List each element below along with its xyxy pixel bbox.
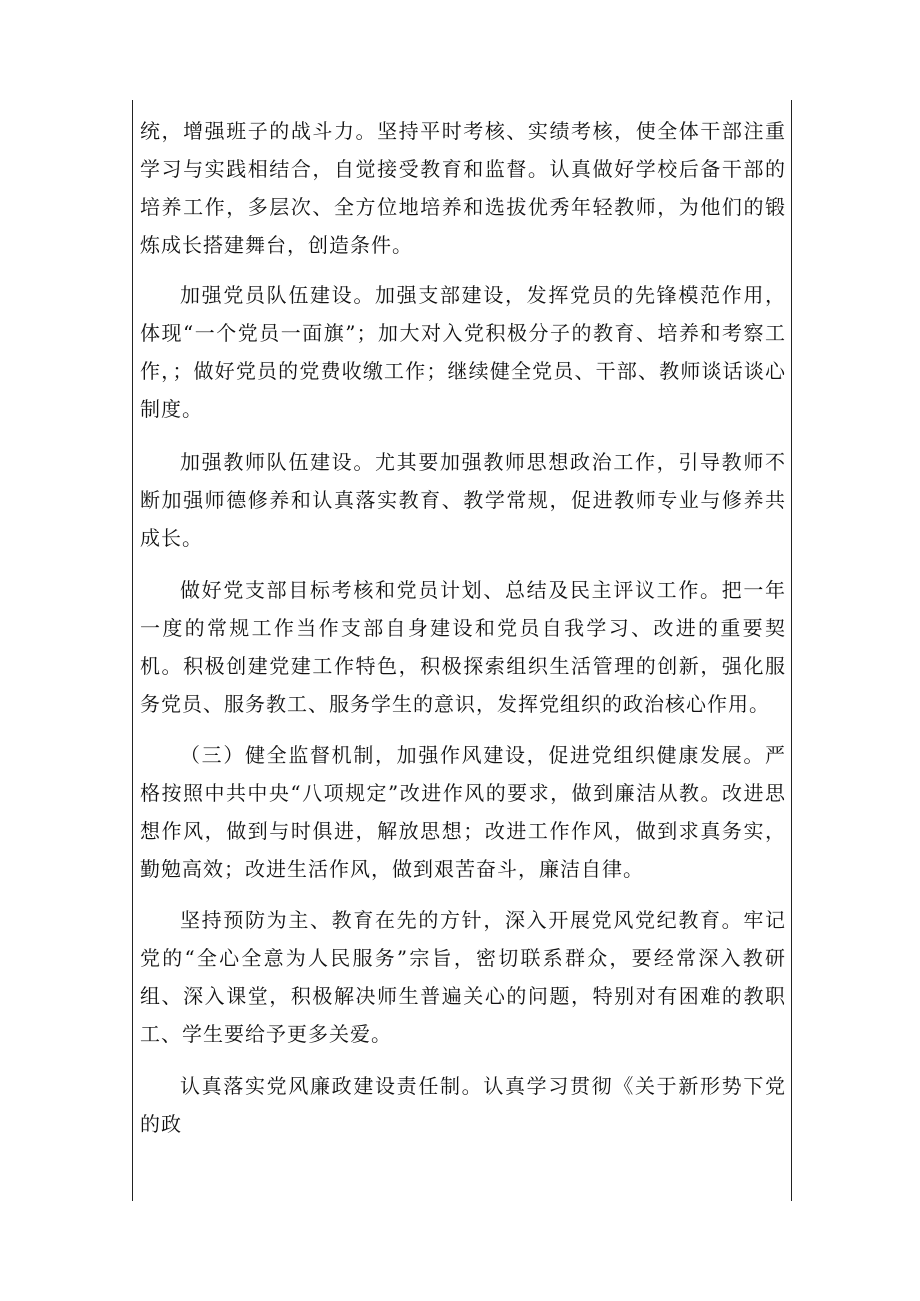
table-right-border [791, 100, 792, 1201]
paragraph-team-assessment: 统，增强班子的战斗力。坚持平时考核、实绩考核，使全体干部注重学习与实践相结合，自觉接受教育和监督。认真做好学校后备干部的培养工作，多层次、全方位地培养和选拔优秀年轻教师，为他们的锻炼成长搭建舞台，创造条件。 [140, 119, 786, 257]
paragraph-teacher-team: 加强教师队伍建设。尤其要加强教师思想政治工作，引导教师不断加强师德修养和认真落实教育、教学常规，促进教师专业与修养共成长。 [140, 450, 786, 550]
table-left-border [132, 100, 133, 1201]
document-body [140, 112, 786, 1159]
paragraph-prevention-education: 坚持预防为主、教育在先的方针，深入开展党风党纪教育。牢记党的“全心全意为人民服务”宗旨，密切联系群众，要经常深入教研组、深入课堂，积极解决师生普遍关心的问题，特别对有困难的教职工、学生要给予更多关爱。 [140, 908, 786, 1046]
paragraph-anti-corruption-responsibility: 认真落实党风廉政建设责任制。认真学习贯彻《关于新形势下党的政 [140, 1074, 786, 1136]
paragraph-branch-evaluation: 做好党支部目标考核和党员计划、总结及民主评议工作。把一年一度的常规工作当作支部自身建设和党员自我学习、改进的重要契机。积极创建党建工作特色，积极探索组织生活管理的创新，强化服务党员、服务教工、服务学生的意识，发挥党组织的政治核心作用。 [140, 578, 786, 716]
paragraph-supervision-mechanism: （三）健全监督机制，加强作风建设，促进党组织健康发展。严格按照中共中央“八项规定”改进作风的要求，做到廉洁从教。改进思想作风，做到与时俱进，解放思想；改进工作作风，做到求真务实，勤勉高效；改进生活作风，做到艰苦奋斗，廉洁自律。 [140, 743, 786, 881]
paragraph-party-member-team: 加强党员队伍建设。加强支部建设，发挥党员的先锋模范作用，体现“一个党员一面旗”；加大对入党积极分子的教育、培养和考察工作，；做好党员的党费收缴工作；继续健全党员、干部、教师谈话谈心制度。 [140, 283, 786, 421]
